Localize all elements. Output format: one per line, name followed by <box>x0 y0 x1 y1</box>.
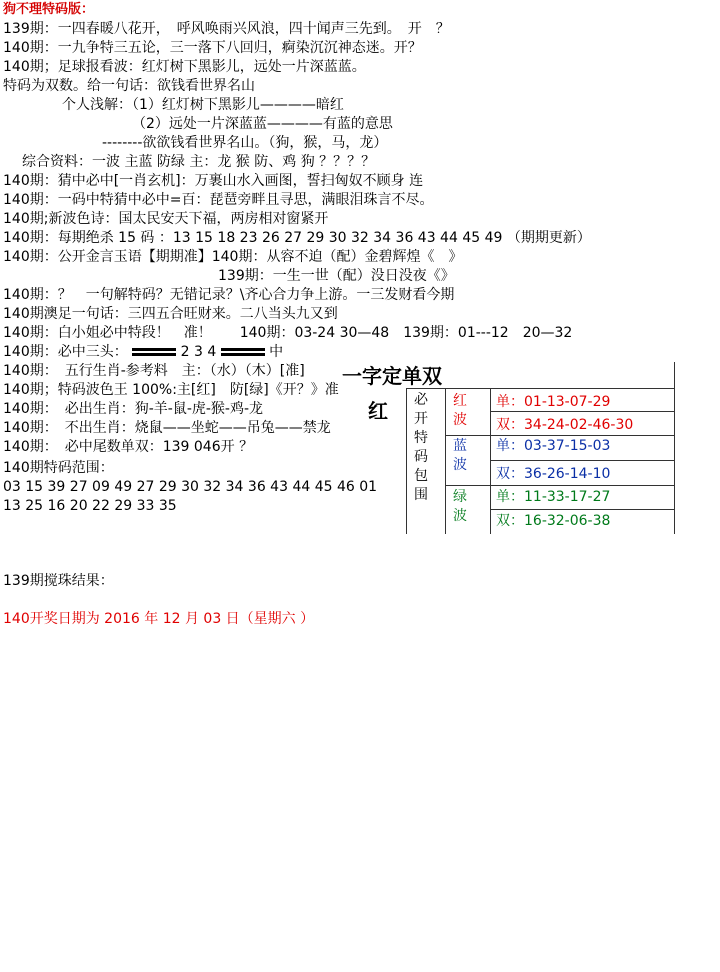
table-label-char: 开 <box>414 411 428 427</box>
line-21: 140期： 必出生肖：狗-羊-鼠-虎-猴-鸡-龙 <box>3 401 264 417</box>
wave-label-red: 红 <box>453 393 467 409</box>
line-22: 140期： 不出生肖：烧鼠——坐蛇——吊兔——禁龙 <box>3 420 331 436</box>
line-12: 140期：每期绝杀 15 码 ：13 15 18 23 26 27 29 30 32 34 36 43 44 45 49 （期期更新） <box>3 230 591 246</box>
table-row-green-even: 双：16-32-06-38 <box>496 513 611 529</box>
line-4: 特码为双数。给一句话：欲钱看世界名山 <box>3 78 255 94</box>
table-row-green-odd: 单：11-33-17-27 <box>496 489 611 505</box>
table-label-char: 围 <box>414 487 428 503</box>
result-label: 139期搅珠结果： <box>3 573 114 589</box>
line-9: 140期：猜中必中[一肖玄机]：万裹山水入画图，誓扫匈奴不顾身 连 <box>3 173 424 189</box>
line-1: 139期：一四春暖八花开， 呼风唤雨兴风浪，四十闻声三先到。 开 ？ <box>3 21 450 37</box>
table-hline-top <box>406 388 674 389</box>
wave-label-blue: 波 <box>453 457 467 473</box>
wave-label-green: 绿 <box>453 489 467 505</box>
table-border-left <box>406 388 407 534</box>
line-25: 03 15 39 27 09 49 27 29 30 32 34 36 43 44 45 46 01 <box>3 479 378 495</box>
line-8: 综合资料：一波 主蓝 防绿 主：龙 猴 防、鸡 狗 ？？？？ <box>22 154 376 170</box>
table-label-char: 包 <box>414 468 428 484</box>
line-10: 140期：一码中特猜中必中=百：琵琶旁畔且寻思，满眼泪珠言不尽。 <box>3 192 434 208</box>
table-row-blue-even: 双：36-26-14-10 <box>496 466 611 482</box>
three-heads-value: 2 3 4 <box>180 344 217 360</box>
page-title: 狗不理特码版： <box>3 2 95 17</box>
wave-label-red: 波 <box>453 412 467 428</box>
line-7: --------欲欲钱看世界名山。（狗，猴，马，龙） <box>102 135 388 151</box>
line-5: 个人浅解：（1）红灯树下黑影儿————暗红 <box>62 97 344 113</box>
headline: 一字定单双 <box>342 364 442 388</box>
bars-icon <box>221 346 265 358</box>
table-row-red-odd: 单：01-13-07-29 <box>496 394 611 410</box>
line-26: 13 25 16 20 22 29 33 35 <box>3 498 177 514</box>
headline-answer: 红 <box>368 399 388 423</box>
line-17: 140期：白小姐必中特段！ 准！ 140期：03-24 30—48 139期：01---12 20—32 <box>3 325 573 341</box>
table-hline-1 <box>490 411 674 412</box>
line-6: （2）远处一片深蓝蓝————有蓝的意思 <box>132 116 393 132</box>
table-row-red-even: 双：34-24-02-46-30 <box>496 417 634 433</box>
table-label-char: 码 <box>414 449 428 465</box>
line-15: 140期：？ 一句解特码？无错记录？\齐心合力争上游。一三发财看今期 <box>3 287 455 303</box>
line-3: 140期；足球报看波：红灯树下黑影儿，远处一片深蓝蓝。 <box>3 59 366 75</box>
must-three-heads-label: 140期：必中三头： <box>3 344 128 360</box>
line-20: 140期；特码波色王 100%:主[红] 防[绿]《开？》准 <box>3 382 339 398</box>
wave-label-green: 波 <box>453 508 467 524</box>
table-label-char: 特 <box>414 430 428 446</box>
line-24: 140期特码范围： <box>3 460 114 476</box>
line-16: 140期澳足一句话：三四五合旺财来。二八当头九又到 <box>3 306 338 322</box>
table-label-char: 必 <box>414 392 428 408</box>
line-18 <box>3 343 283 361</box>
line-2: 140期：一九争特三五论，三一落下八回归，痾染沉沉神态迷。开？ <box>3 40 422 56</box>
line-23: 140期： 必中尾数单双：139 046开 ？ <box>3 439 254 455</box>
table-border-col1 <box>445 388 446 534</box>
line-14: 139期：一生一世（配）没日没夜《》 <box>218 268 455 284</box>
line-13: 140期：公开金言玉语【期期准】140期：从容不迫（配）金碧辉煌《 》 <box>3 249 463 265</box>
table-hline-4 <box>445 485 674 486</box>
line-19: 140期： 五行生肖-参考料 主：（水）（木）[准] <box>3 363 305 379</box>
table-border-right <box>674 362 675 534</box>
table-border-col2 <box>490 388 491 534</box>
draw-date: 140开奖日期为 2016 年 12 月 03 日（星期六 ） <box>3 611 315 627</box>
table-row-blue-odd: 单：03-37-15-03 <box>496 438 611 454</box>
table-hline-2 <box>445 435 674 436</box>
table-hline-3 <box>490 460 674 461</box>
three-heads-suffix: 中 <box>269 344 284 360</box>
line-11: 140期;新波色诗：国太民安天下福，两房相对窗紧开 <box>3 211 329 227</box>
table-hline-5 <box>490 509 674 510</box>
bars-icon <box>132 346 176 358</box>
wave-label-blue: 蓝 <box>453 438 467 454</box>
